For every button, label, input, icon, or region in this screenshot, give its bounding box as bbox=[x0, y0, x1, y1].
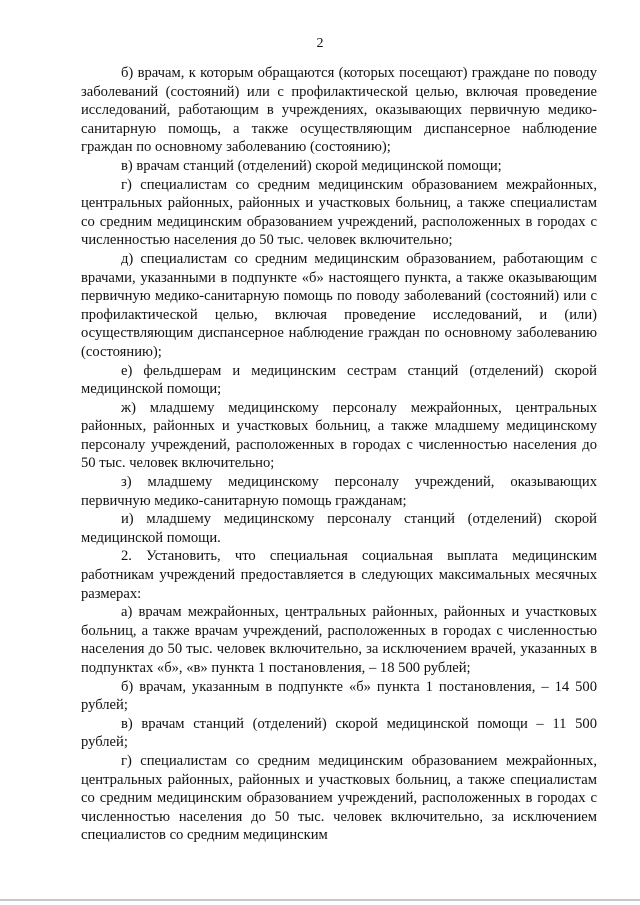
page-number: 2 bbox=[316, 36, 324, 51]
paragraph-1g: г) специалистам со средним медицинским образованием межрайонных, центральных районных, районных и участковых больниц, а также специалистам со средним медицинским образованием учреждений, расположенных в городах с численностью населения до 50 тыс. человек включительно; bbox=[81, 176, 597, 249]
paragraph-2g: г) специалистам со средним медицинским образованием межрайонных, центральных районных, районных и участковых больниц, а также специалистам со средним медицинским образованием учреждений, расположенных в городах с численностью населения до 50 тыс. человек включительно, за исключением специалистов со средним медицинским bbox=[81, 752, 597, 844]
paragraph-2v: в) врачам станций (отделений) скорой медицинской помощи – 11 500 рублей; bbox=[81, 715, 597, 751]
scan-edge-divider bbox=[0, 899, 640, 901]
document-body bbox=[81, 64, 597, 845]
paragraph-1b: б) врачам, к которым обращаются (которых посещают) граждане по поводу заболеваний (состояний) или с профилактической целью, включая проведение исследований, работающим в учреждениях, оказывающих первичную медико-санитарную помощь, а также осуществляющим диспансерное наблюдение граждан по основному заболеванию (состоянию); bbox=[81, 65, 597, 156]
paragraph-2-intro: 2. Установить, что специальная социальная выплата медицинским работникам учреждений предоставляется в следующих максимальных месячных размерах: bbox=[81, 548, 597, 602]
paragraph-2b: б) врачам, указанным в подпункте «б» пункта 1 постановления, – 14 500 рублей; bbox=[81, 678, 597, 714]
paragraph-1i: и) младшему медицинскому персоналу станций (отделений) скорой медицинской помощи. bbox=[81, 511, 597, 546]
paragraph-1z: з) младшему медицинскому персоналу учреждений, оказывающих первичную медико-санитарную помощь гражданам; bbox=[81, 474, 597, 509]
paragraph-1zh: ж) младшему медицинскому персоналу межрайонных, центральных районных, районных и участковых больниц, а также младшему медицинскому персоналу учреждений, расположенных в городах с численностью населения до 50 тыс. человек включительно; bbox=[81, 399, 597, 472]
paragraph-1e: е) фельдшерам и медицинским сестрам станций (отделений) скорой медицинской помощи; bbox=[81, 362, 597, 398]
paragraph-1d: д) специалистам со средним медицинским образованием, работающим с врачами, указанными в подпункте «б» настоящего пункта, а также оказывающим первичную медико-санитарную помощь по поводу заболеваний (состояний) или с профилактической целью, включая проведение исследований, и (или) осуществляющим диспансерное наблюдение граждан по основному заболеванию (состоянию); bbox=[81, 250, 597, 360]
paragraph-1v: в) врачам станций (отделений) скорой медицинской помощи; bbox=[121, 157, 502, 174]
paragraph-2a: а) врачам межрайонных, центральных районных, районных и участковых больниц, а также врачам учреждений, расположенных в городах с численностью населения до 50 тыс. человек включительно, за исключением врачей, указанных в подпунктах «б», «в» пункта 1 постановления, – 18 500 рублей; bbox=[81, 604, 597, 676]
